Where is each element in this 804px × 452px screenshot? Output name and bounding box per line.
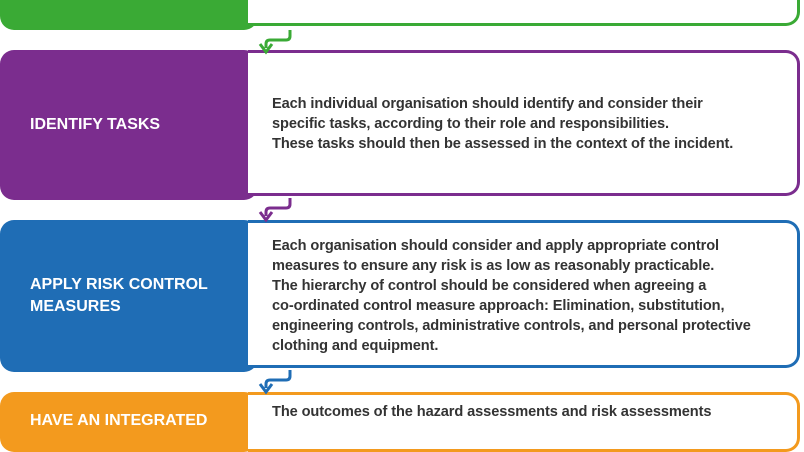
connector-green-to-purple <box>260 30 290 52</box>
step-identify-tasks-line: specific tasks, according to their role and responsibilities. <box>272 116 669 132</box>
connector-purple-to-blue <box>260 198 290 220</box>
step-risk-control-line: Each organisation should consider and apply appropriate control <box>272 238 719 254</box>
step-identify-tasks-line: These tasks should then be assessed in the context of the incident. <box>272 136 734 152</box>
step-integrated-line: The outcomes of the hazard assessments and risk assessments <box>272 404 712 420</box>
step-risk-control-label-line: MEASURES <box>30 298 121 315</box>
step-risk-control-line: clothing and equipment. <box>272 338 439 354</box>
connector-blue-to-orange <box>260 370 290 392</box>
step-risk-control-line: The hierarchy of control should be considered when agreeing a <box>272 278 707 294</box>
step-risk-control-line: measures to ensure any risk is as low as reasonably practicable. <box>272 258 715 274</box>
step-integrated-label: HAVE AN INTEGRATED <box>30 412 208 429</box>
step-identify-tasks-label: IDENTIFY TASKS <box>30 116 161 133</box>
step-risk-control-line: co-ordinated control measure approach: Elimination, substitution, <box>272 298 725 314</box>
step-risk-control-line: engineering controls, administrative controls, and personal protective <box>272 318 751 334</box>
step-risk-control-label-line: APPLY RISK CONTROL <box>30 276 208 293</box>
step-identify-tasks-line: Each individual organisation should identify and consider their <box>272 96 703 112</box>
